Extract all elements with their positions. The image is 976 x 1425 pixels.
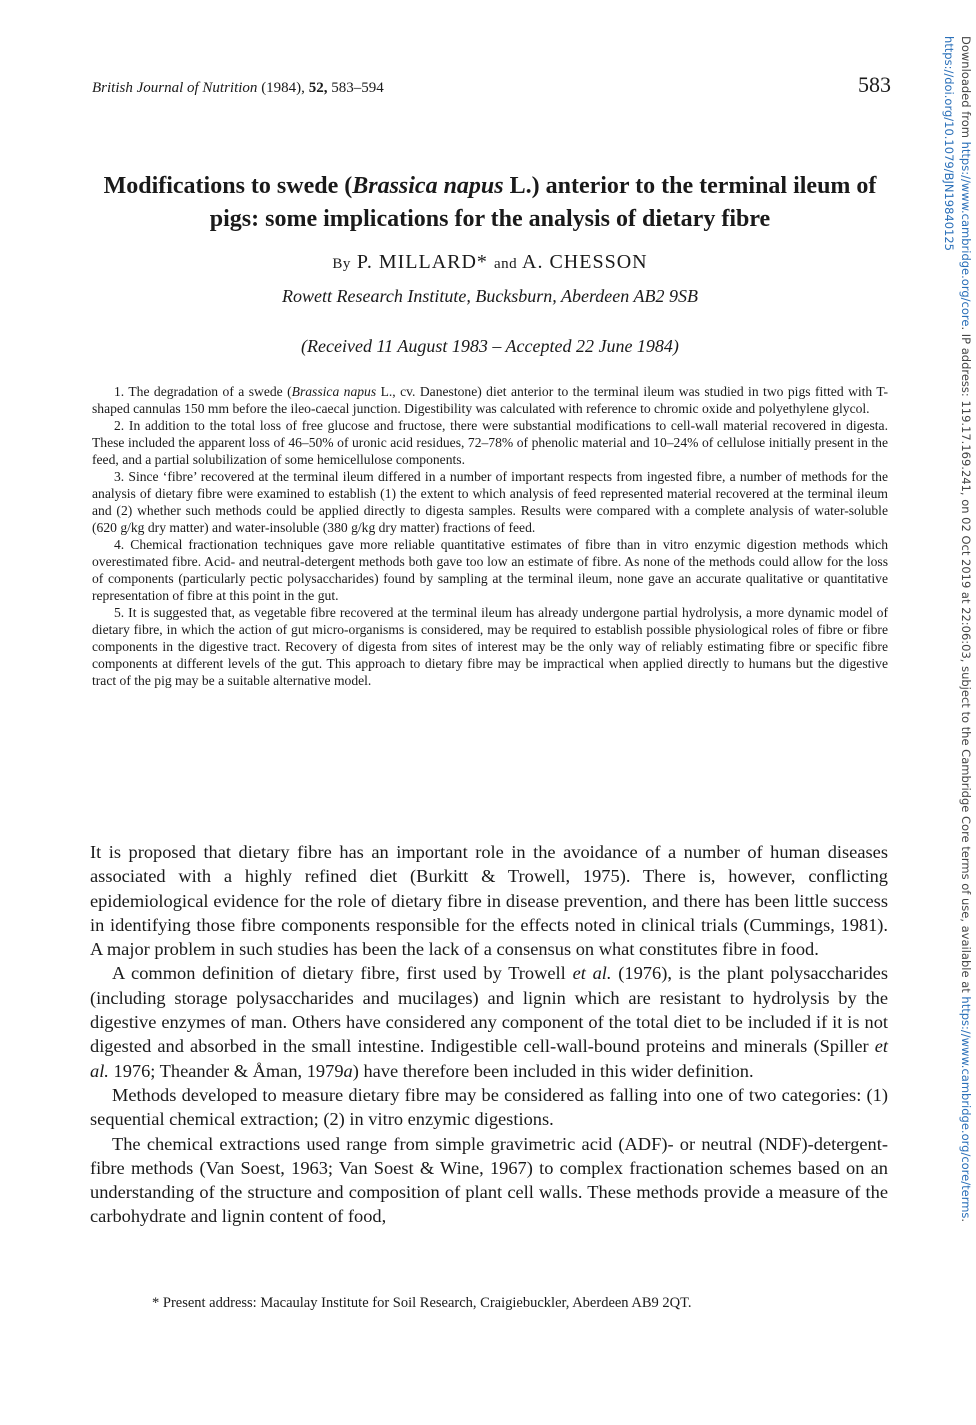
notice-text: . IP address: 119.17.169.241, on 02 Oct 2019 at 22:06:03, subject to the Cambridge Core terms of use, available at — [959, 326, 973, 997]
body-text-run: (1976), is the plant polysaccharides (including storage polysaccharides and mucilages) and lignin which are resistant to hydrolysis by the digestive enzymes of man. Others have considered any component of the total diet to be included if it is not digested and absorbed in the small intestine. Indigestible cell-wall-bound proteins and minerals (Spiller — [90, 963, 888, 1057]
notice-text: Downloaded from — [959, 36, 973, 142]
received-dates: (Received 11 August 1983 – Accepted 22 June 1984) — [301, 336, 679, 356]
by-label: By — [332, 256, 351, 272]
author-name: P. MILLARD* — [356, 251, 488, 273]
body-paragraph: Methods developed to measure dietary fibre may be considered as falling into one of two categories: (1) sequential chemical extraction; (2) in vitro enzymic digestions. — [90, 1084, 888, 1130]
title-part: L.) anterior to the terminal ileum of pigs: some implications for the analysis of dietary fibre — [209, 173, 877, 232]
body-text-run: 1976; Theander & Åman, 1979 — [108, 1060, 344, 1081]
body-text-run: ) have therefore been included in this wider definition. — [352, 1060, 754, 1081]
abstract-paragraph — [92, 383, 888, 417]
abstract-paragraph: 2. In addition to the total loss of free glucose and fructose, there were substantial modifications to cell-wall material recovered in digesta. These included the apparent loss of 46–50% of uronic acid residues, 72–78% of phenolic material and 10–24% of cellulose initially present in the feed, and a partial solubilization of some hemicellulose components. — [92, 418, 888, 467]
doi-line — [940, 36, 957, 1222]
body-text — [90, 840, 888, 1229]
cambridge-core-link[interactable]: https://www.cambridge.org/core — [959, 141, 973, 327]
download-notice — [940, 36, 974, 1222]
download-notice-sidebar — [940, 36, 976, 1236]
page-number: 583 — [858, 72, 891, 97]
abstract-text: L., cv. Danestone) diet anterior to the terminal ileum was studied in two pigs fitted with T-shaped cannulas 150 mm before the ileo-caecal junction. Digestibility was calculated with reference to chromic oxide and polyethylene glycol. — [92, 384, 888, 416]
body-text-run: A common definition of dietary fibre, first used by Trowell — [112, 963, 573, 984]
terms-link[interactable]: https://www.cambridge.org/core/terms — [959, 996, 973, 1219]
title-species: Brassica napus — [352, 173, 504, 199]
title-part: Modifications to swede ( — [103, 173, 353, 199]
journal-pages: 583–594 — [331, 80, 384, 96]
journal-year: (1984), — [261, 80, 305, 96]
abstract-text: 1. The degradation of a swede ( — [114, 384, 292, 399]
body-italic: et al. — [572, 963, 612, 984]
journal-name: British Journal of Nutrition — [92, 80, 258, 96]
footnote: * Present address: Macaulay Institute for Soil Research, Craigiebuckler, Aberdeen AB9 2QT. — [152, 1295, 692, 1311]
author-line — [90, 251, 890, 274]
abstract — [92, 383, 888, 689]
and-label: and — [493, 256, 518, 272]
body-paragraph — [90, 961, 888, 1082]
abstract-paragraph: 4. Chemical fractionation techniques gave more reliable quantitative estimates of fibre than in vitro enzymic digestion methods which overestimated fibre. Acid- and neutral-detergent methods both gave too low an estimate of fibre. As none of the methods could allow for the loss of components (particularly pectic polysaccharides) found by sampling at the terminal ileum, none gave an accurate qualitative or quantitative representation of fibre at this point in the gut. — [92, 537, 888, 603]
affiliation: Rowett Research Institute, Bucksburn, Aberdeen AB2 9SB — [282, 286, 698, 306]
body-italic: a — [343, 1060, 353, 1081]
download-notice-line — [957, 36, 974, 1222]
journal-citation — [92, 80, 384, 97]
abstract-species: Brassica napus — [291, 384, 377, 399]
abstract-paragraph: 5. It is suggested that, as vegetable fibre recovered at the terminal ileum has already undergone partial hydrolysis, a more dynamic model of dietary fibre, in which the action of gut micro-organisms is considered, may be required to establish possible physiological roles of fibre or fibre components in the digestive tract. Recovery of digesta from sites of interest may be the only way of reliably estimating fibre or specific fibre components at different levels of the gut. This approach to dietary fibre may be impractical when applied directly to humans but the digestive tract of the pig may be a suitable alternative model. — [92, 605, 888, 688]
journal-volume: 52, — [308, 80, 328, 96]
body-paragraph: It is proposed that dietary fibre has an important role in the avoidance of a number of human diseases associated with a highly refined diet (Burkitt & Trowell, 1975). There is, however, conflicting epidemiological evidence for the role of dietary fibre in disease prevention, and there has been little success in identifying those fibre components responsible for the effects noted in clinical trials (Cummings, 1981). A major problem in such studies has been the lack of a consensus on what constitutes fibre in food. — [90, 842, 888, 960]
doi-link[interactable]: https://doi.org/10.1079/BJN19840125 — [942, 36, 956, 251]
notice-text: . — [959, 1218, 973, 1223]
body-italic: et al. — [90, 1036, 888, 1081]
abstract-paragraph: 3. Since ‘fibre’ recovered at the terminal ileum differed in a number of important respects from ingested fibre, a number of methods for the analysis of dietary fibre were examined to establish (1) the extent to which analysis of feed represented material recovered at the terminal ileum and (2) whether such methods could be applied directly to digesta samples. Results were compared with a complete analysis of water-soluble (620 g/kg dry matter) and water-insoluble (380 g/kg dry matter) fractions of feed. — [92, 469, 888, 535]
author-name: A. CHESSON — [522, 251, 648, 273]
body-paragraph: The chemical extractions used range from simple gravimetric acid (ADF)- or neutral (NDF)-detergent-fibre methods (Van Soest, 1963; Van Soest & Wine, 1967) to complex fractionation schemes based on an understanding of the structure and composition of plant cell walls. These methods provide a measure of the carbohydrate and lignin content of food, — [90, 1133, 888, 1227]
article-title — [90, 170, 890, 236]
